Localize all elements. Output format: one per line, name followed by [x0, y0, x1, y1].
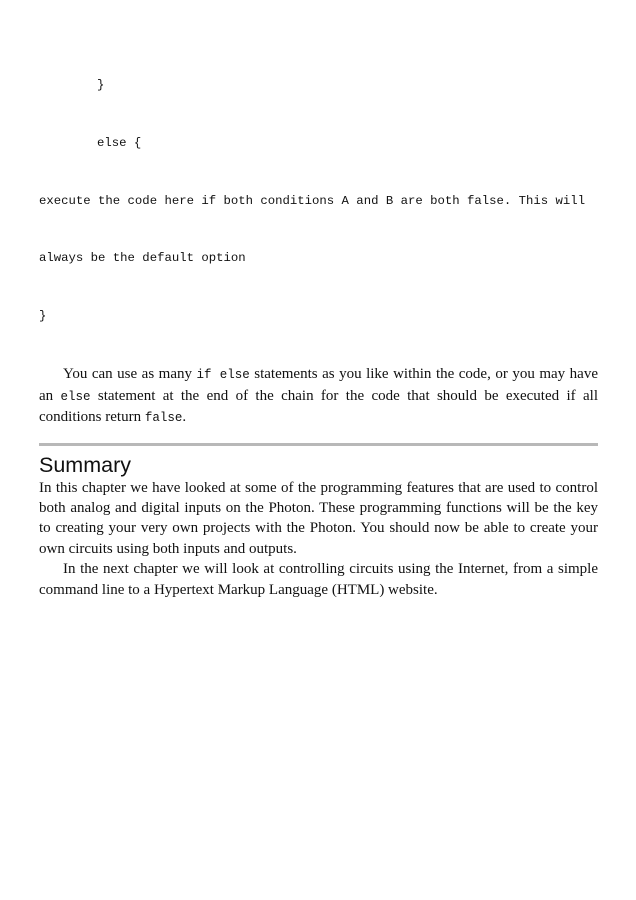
inline-code: else [60, 389, 91, 404]
text-run: You can use as many [63, 366, 197, 383]
document-page [39, 38, 598, 600]
section-divider [39, 443, 598, 446]
body-paragraph [39, 364, 598, 428]
section-heading: Summary [39, 452, 131, 477]
code-line: else { [97, 136, 142, 150]
code-line: execute the code here if both conditions A and B are both false. This will [39, 193, 586, 208]
inline-code: if else [196, 368, 250, 383]
code-line: } [97, 78, 105, 93]
inline-code: false [144, 411, 183, 426]
code-line: } [39, 308, 47, 323]
text-run: . [182, 409, 187, 426]
summary-paragraph: In this chapter we have looked at some of the programming features that are used to control both analog and digital inputs on the Photon. These programming functions will be the key to creating your very own projects with the Photon. You should now be able to create your own circuits using both inputs and outputs. [39, 479, 598, 557]
code-block [39, 38, 598, 364]
code-line: always be the default option [39, 251, 246, 266]
text-run: statement at the end of the chain for the code that should be executed if all conditions return [39, 387, 598, 426]
summary-paragraph: In the next chapter we will look at controlling circuits using the Internet, from a simple command line to a Hypertext Markup Language (HTML) website. [39, 561, 598, 598]
text-run: statements as you like within the code, or you may have an [39, 366, 598, 404]
